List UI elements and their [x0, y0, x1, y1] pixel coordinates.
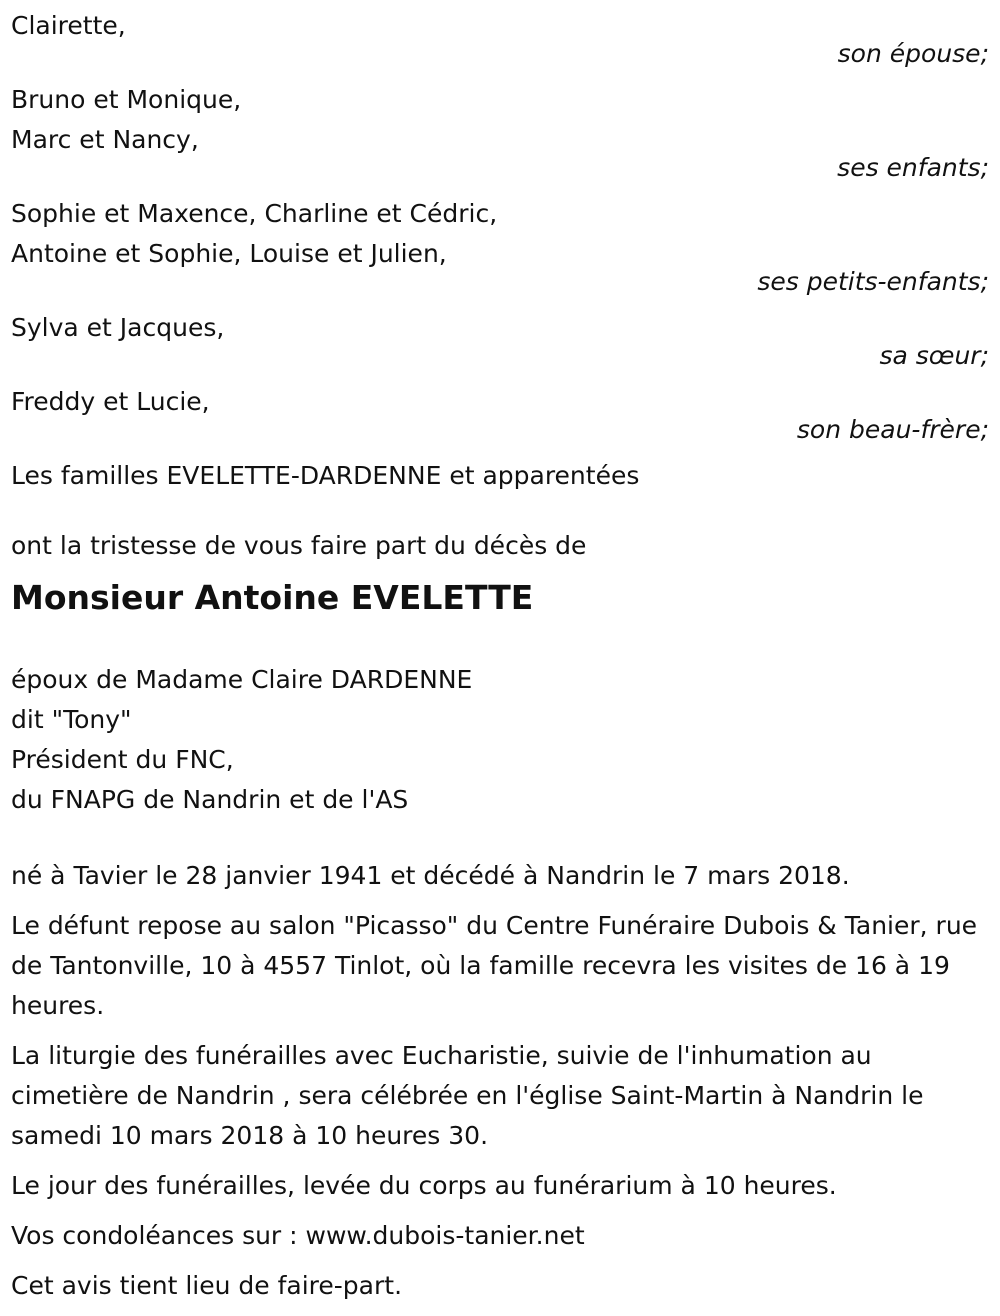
brother-in-law-block — [11, 382, 989, 442]
announcement-line: ont la tristesse de vous faire part du décès de — [11, 531, 587, 560]
grandchildren-line-2: Antoine et Sophie, Louise et Julien, — [11, 239, 447, 268]
spacer — [11, 820, 989, 856]
sister-relation: sa sœur; — [879, 341, 989, 370]
detail-role-1: Président du FNC, — [11, 745, 234, 774]
families-line: Les familles EVELETTE-DARDENNE et apparentées — [11, 461, 640, 490]
grandchildren-block — [11, 194, 989, 294]
closing-paragraph: Cet avis tient lieu de faire-part. — [11, 1271, 403, 1300]
detail-spouse: époux de Madame Claire DARDENNE — [11, 665, 473, 694]
spacer — [11, 496, 989, 526]
spouse-relation: son épouse; — [837, 39, 989, 68]
grandchildren-line-1: Sophie et Maxence, Charline et Cédric, — [11, 199, 498, 228]
funeral-paragraph: La liturgie des funérailles avec Eucharistie, suivie de l'inhumation au cimetière de Nandrin , sera célébrée en l'église Saint-Martin à Nandrin le samedi 10 mars 2018 à 10 heures 30. — [11, 1041, 924, 1150]
body-removal-paragraph: Le jour des funérailles, levée du corps au funérarium à 10 heures. — [11, 1171, 837, 1200]
birth-death-paragraph: né à Tavier le 28 janvier 1941 et décédé à Nandrin le 7 mars 2018. — [11, 861, 850, 890]
children-relation: ses enfants; — [837, 153, 989, 182]
obituary-notice — [11, 6, 989, 1316]
detail-nickname: dit "Tony" — [11, 705, 132, 734]
spouse-name: Clairette, — [11, 11, 126, 40]
brother-in-law-line: Freddy et Lucie, — [11, 387, 210, 416]
sister-block — [11, 308, 989, 368]
deceased-name: Monsieur Antoine EVELETTE — [11, 578, 534, 617]
sister-line: Sylva et Jacques, — [11, 313, 225, 342]
children-block — [11, 80, 989, 180]
children-line-1: Bruno et Monique, — [11, 85, 242, 114]
spouse-block — [11, 6, 989, 66]
detail-role-2: du FNAPG de Nandrin et de l'AS — [11, 785, 409, 814]
condolences-paragraph: Vos condoléances sur : www.dubois-tanier.net — [11, 1221, 585, 1250]
notice-paragraphs — [11, 856, 989, 1306]
brother-in-law-relation: son beau-frère; — [796, 415, 989, 444]
grandchildren-relation: ses petits-enfants; — [757, 267, 989, 296]
children-line-2: Marc et Nancy, — [11, 125, 199, 154]
deceased-details — [11, 660, 989, 820]
viewing-paragraph: Le défunt repose au salon "Picasso" du Centre Funéraire Dubois & Tanier, rue de Tantonville, 10 à 4557 Tinlot, où la famille recevra les visites de 16 à 19 heures. — [11, 911, 978, 1020]
